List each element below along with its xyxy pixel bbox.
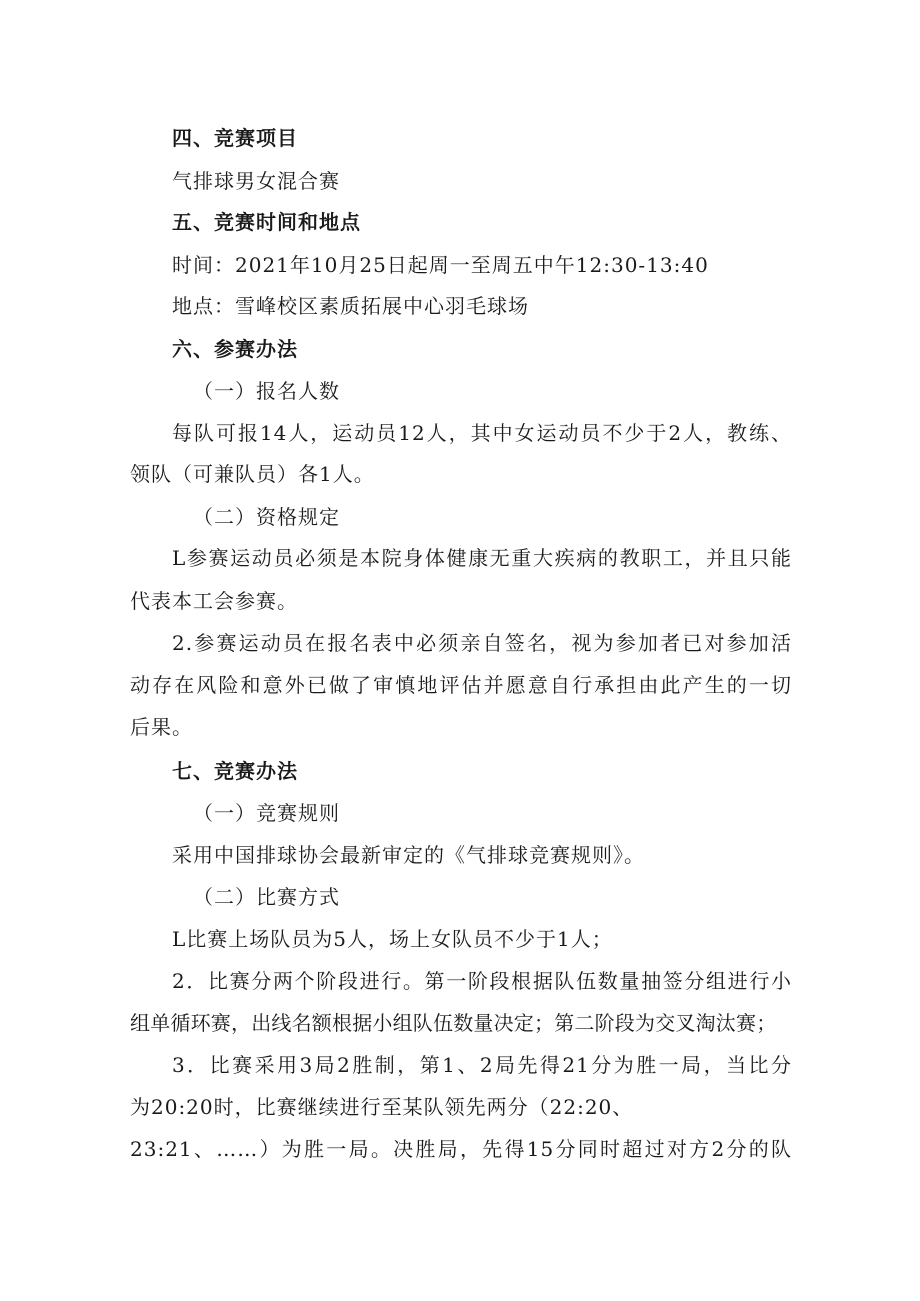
section-5-place: 地点：雪峰校区素质拓展中心羽毛球场 bbox=[172, 294, 529, 318]
section-6-rule1-line2: 代表本工会参赛。 bbox=[130, 589, 298, 613]
section-7-sub1-text: 采用中国排球协会最新审定的《气排球竞赛规则》。 bbox=[172, 843, 645, 867]
section-7-rule3-line1: 3．比赛采用3局2胜制，第1、2局先得21分为胜一局，当比分 bbox=[172, 1053, 792, 1077]
section-7-rule2-line2: 组单循环赛，出线名额根据小组队伍数量决定；第二阶段为交叉淘汰赛； bbox=[130, 1011, 777, 1035]
section-6-heading: 六、参赛办法 bbox=[172, 337, 298, 361]
section-6-sub1-title: （一）报名人数 bbox=[193, 379, 340, 403]
section-4-text: 气排球男女混合赛 bbox=[172, 169, 340, 193]
section-6-rule2-line2: 动存在风险和意外已做了审慎地评估并愿意自行承担由此产生的一切 bbox=[130, 673, 792, 697]
section-7-rule2-line1: 2．比赛分两个阶段进行。第一阶段根据队伍数量抽签分组进行小 bbox=[172, 969, 792, 993]
section-6-sub1-line2: 领队（可兼队员）各1人。 bbox=[130, 462, 375, 486]
section-5-heading: 五、竞赛时间和地点 bbox=[172, 210, 361, 234]
section-6-rule2-line3: 后果。 bbox=[130, 715, 193, 739]
section-5-time: 时间：2021年10月25日起周一至周五中午12:30-13:40 bbox=[172, 253, 709, 277]
section-7-sub1-title: （一）竞赛规则 bbox=[193, 801, 340, 825]
section-4-heading: 四、竞赛项目 bbox=[172, 126, 298, 150]
section-7-heading: 七、竞赛办法 bbox=[172, 759, 298, 783]
section-6-sub2-title: （二）资格规定 bbox=[193, 505, 340, 529]
section-6-rule2-line1: 2.参赛运动员在报名表中必须亲自签名，视为参加者已对参加活 bbox=[172, 631, 792, 655]
section-7-sub2-title: （二）比赛方式 bbox=[193, 885, 340, 909]
section-7-rule3-line2: 为20:20时，比赛继续进行至某队领先两分（22:20、 bbox=[130, 1095, 634, 1119]
section-7-rule3-line3: 23:21、……）为胜一局。决胜局，先得15分同时超过对方2分的队 bbox=[130, 1137, 792, 1161]
section-6-sub1-line1: 每队可报14人，运动员12人，其中女运动员不少于2人，教练、 bbox=[172, 421, 792, 445]
section-6-rule1-line1: L参赛运动员必须是本院身体健康无重大疾病的教职工，并且只能 bbox=[172, 546, 792, 570]
section-7-rule1: L比赛上场队员为5人，场上女队员不少于1人； bbox=[172, 927, 613, 951]
